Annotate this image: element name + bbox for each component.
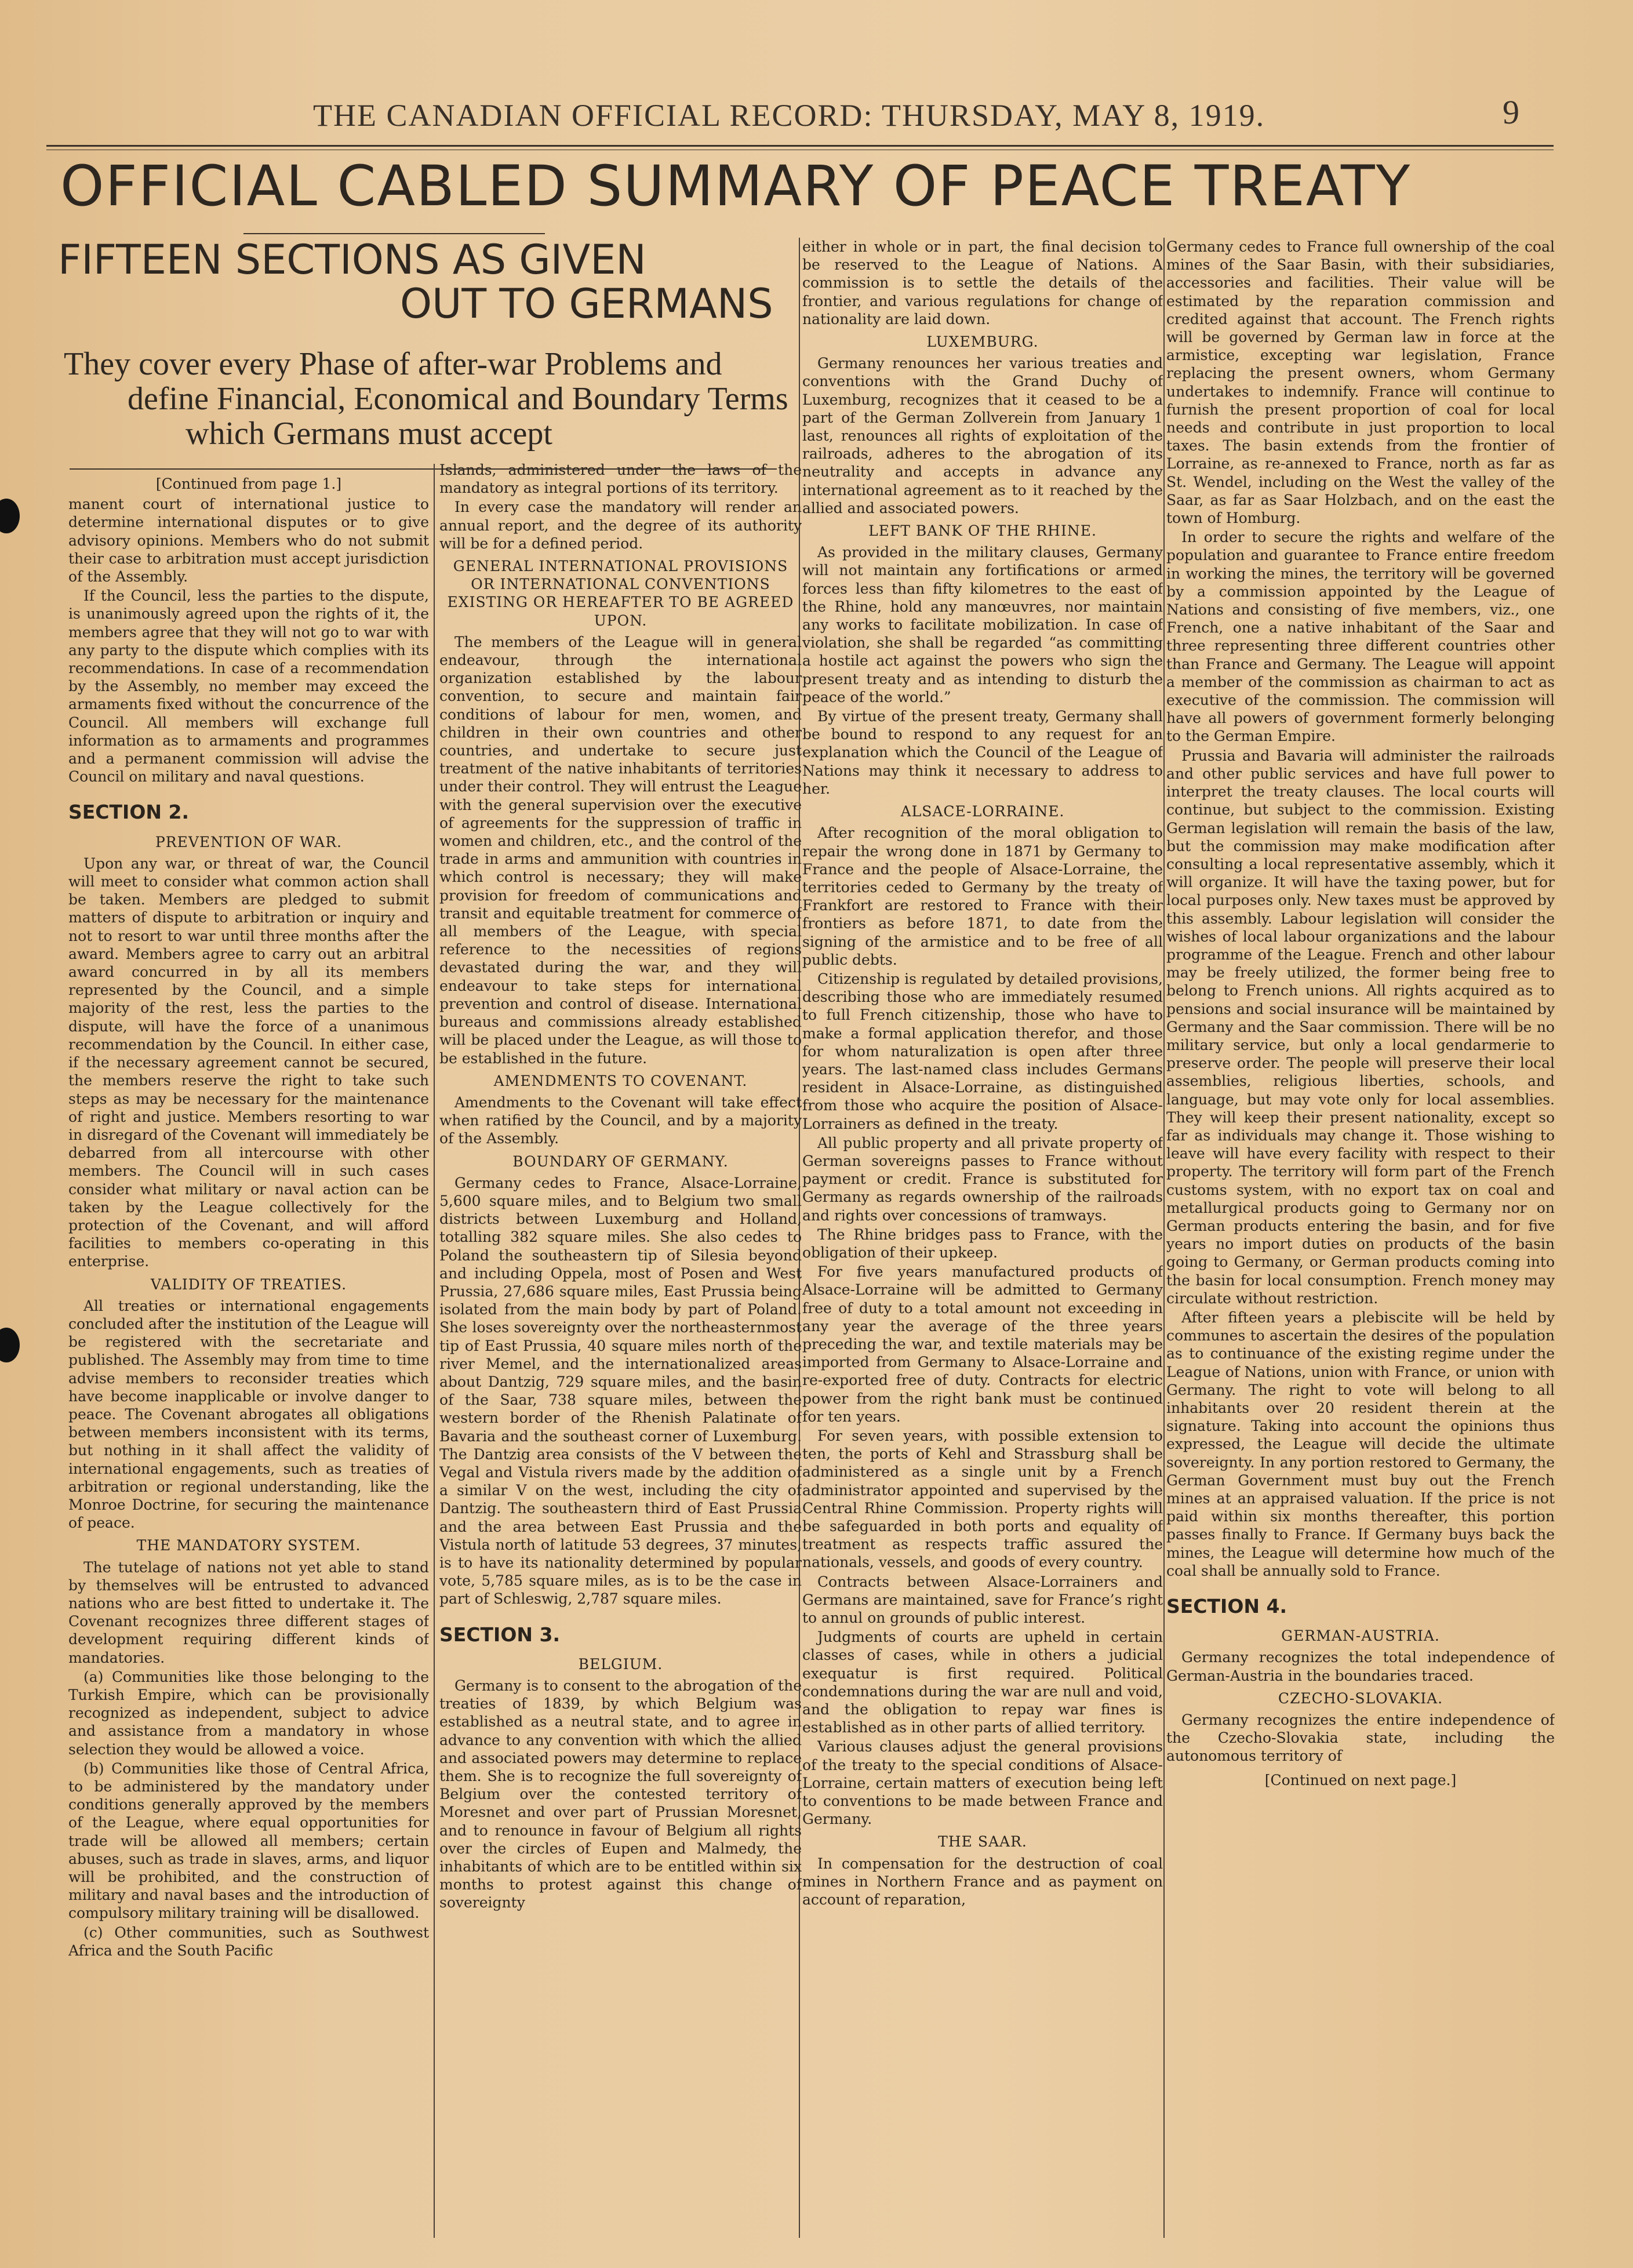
paragraph: Germany cedes to France, Alsace-Lorraine, 5,600 square miles, and to Belgium two small districts between Luxemburg and Holland, totalling 382 square miles. She also cedes to Poland the southeastern tip of Silesia beyond and including Oppela, most of Posen and West Prussia, 27,686 square miles, East Prussia being isolated from the main body by part of Poland. She loses sovereignty over the northeasternmost tip of East Prussia, 40 square miles north of the river Memel, and the internationalized areas about Dantzig, 729 square miles, and the basin of the Saar, 738 square miles, between the western border of the Rhenish Palatinate of Bavaria and the southeast corner of Luxemburg. The Dantzig area consists of the V between the Vegal and Vistula rivers made by the addition of a similar V on the west, including the city of Dantzig. The southeastern third of East Prussia and the area between East Prussia and the Vistula north of latitude 53 degrees, 37 minutes, is to have its nationality determined by popular vote, 5,785 square miles, as is to be the case in part of Schleswig, 2,787 square miles.	[439, 1174, 802, 1608]
subsection-heading: GENERAL INTERNATIONAL PROVISIONS OR INTERNATIONAL CONVENTIONS EXISTING OR HEREAFTER TO BE AGREED UPON.	[447, 558, 794, 629]
page-number: 9	[1503, 93, 1519, 131]
column-3	[802, 238, 1163, 2244]
subsection-heading: VALIDITY OF TREATIES.	[150, 1275, 347, 1293]
paragraph: (b) Communities like those of Central Africa, to be administered by the mandatory under conditions generally approved by the members of the League, where equal opportunities for trade will be allowed all members; certain abuses, such as trade in slaves, arms, and liquor will be prohibited, and the construction of military and naval bases and the introduction of compulsory military training will be disallowed.	[68, 1760, 429, 1922]
paragraph: (c) Other communities, such as Southwest Africa and the South Pacific	[68, 1924, 429, 1959]
deck-line3: which Germans must accept	[186, 416, 552, 452]
paragraph: In every case the mandatory will render an annual report, and the degree of its authority will be for a defined period.	[439, 499, 802, 552]
subsection-heading: LUXEMBURG.	[926, 333, 1039, 351]
paragraph: By virtue of the present treaty, Germany shall be bound to respond to any request for an explanation which the Council of the League of Nations may think it necessary to address to her.	[802, 708, 1163, 797]
subsection-heading: LEFT BANK OF THE RHINE.	[868, 522, 1097, 540]
paragraph: Various clauses adjust the general provisions of the treaty to the special conditions of Alsace-Lorraine, certain matters of execution being left to conventions to be made between France and Germany.	[802, 1738, 1163, 1828]
deck-line2: define Financial, Economical and Boundary Terms	[128, 381, 788, 417]
paragraph: Germany renounces her various treaties and conventions with the Grand Duchy of Luxemburg, recognizes that it ceased to be a part of the German Zollverein from January 1 last, renounces all rights of exploitation of the railroads, adheres to the abrogation of its neutrality and accepts in advance any international agreement as to it reached by the allied and associated powers.	[802, 355, 1163, 517]
continued-note: [Continued from page 1.]	[155, 475, 342, 492]
subsection-heading: AMENDMENTS TO COVENANT.	[493, 1072, 748, 1089]
header-rule	[46, 145, 1554, 147]
paragraph: Germany recognizes the total independence of German-Austria in the boundaries traced.	[1166, 1649, 1555, 1684]
column-rule	[1163, 238, 1165, 2238]
paragraph: either in whole or in part, the final decision to be reserved to the League of Nations. A commission is to settle the details of the frontier, and various regulations for change of nationality are laid down.	[802, 238, 1163, 328]
paragraph: All public property and all private property of German sovereigns passes to France without payment or credit. France is substituted for Germany as regards ownership of the railroads and rights over concessions of tramways.	[802, 1134, 1163, 1224]
deck	[64, 347, 788, 451]
section-heading: SECTION 2.	[68, 801, 189, 824]
subheadline-line1: FIFTEEN SECTIONS AS GIVEN	[58, 236, 646, 284]
paragraph: As provided in the military clauses, Germany will not maintain any fortifications or armed forces less than fifty kilometres to the east of the Rhine, hold any manœuvres, nor maintain any works to facilitate mobilization. In case of violation, she shall be regarded “as committing a hostile act against the powers who sign the present treaty and as intending to disturb the peace of the world.”	[802, 544, 1163, 706]
paragraph: Islands, administered under the laws of the mandatory as integral portions of its territory.	[439, 461, 802, 497]
main-headline: OFFICIAL CABLED SUMMARY OF PEACE TREATY	[60, 154, 1412, 219]
subsection-heading: BOUNDARY OF GERMANY.	[512, 1153, 729, 1170]
subsection-heading: BELGIUM.	[578, 1655, 663, 1673]
section-heading: SECTION 3.	[439, 1623, 560, 1646]
paragraph: Germany cedes to France full ownership of the coal mines of the Saar Basin, with their subsidiaries, accessories and facilities. Their value will be estimated by the reparation commission and credited against that account. The French rights will be governed by German law in force at the armistice, excepting war legislation, France replacing the present owners, whom Germany undertakes to indemnify. France will continue to furnish the present proportion of coal for local needs and contribute in just proportion to local taxes. The basin extends from the frontier of Lorraine, as re-annexed to France, north as far as St. Wendel, including on the West the valley of the Saar, as far as Saar Holzbach, and on the east the town of Homburg.	[1166, 238, 1555, 527]
subsection-heading: ALSACE-LORRAINE.	[900, 803, 1065, 820]
paragraph: All treaties or international engagements concluded after the institution of the League will be registered with the secretariate and published. The Assembly may from time to time advise members to reconsider treaties which have become inapplicable or involve danger to peace. The Covenant abrogates all obligations between members inconsistent with its terms, but nothing in it shall affect the validity of international engagements, such as treaties of arbitration or regional understanding, like the Monroe Doctrine, for securing the maintenance of peace.	[68, 1297, 429, 1532]
punch-hole	[0, 1328, 20, 1362]
paragraph: If the Council, less the parties to the dispute, is unanimously agreed upon the rights of it, the members agree that they will not go to war with any party to the dispute which complies with its recommendations. In case of a recommendation by the Assembly, no member may exceed the armaments fixed without the concurrence of the Council. All members will exchange full information as to armaments and programmes and a permanent commission will advise the Council on military and naval questions.	[68, 587, 429, 786]
punch-hole	[0, 499, 20, 533]
paragraph: Upon any war, or threat of war, the Council will meet to consider what common action shall be taken. Members are pledged to submit matters of dispute to arbitration or inquiry and not to resort to war until three months after the award. Members agree to carry out an arbitral award concurred in by all its members represented by the Council, and a simple majority of the rest, less the parties to the dispute, will have the force of a unanimous recommendation by the Council. In either case, if the necessary agreement cannot be secured, the members reserve the right to take such steps as may be necessary for the maintenance of right and justice. Members resorting to war in disregard of the Covenant will immediately be debarred from all intercourse with other members. The Council will in such cases consider what military or naval action can be taken by the League collectively for the protection of the Covenant, and will afford facilities to members co-operating in this enterprise.	[68, 855, 429, 1270]
paragraph: For seven years, with possible extension to ten, the ports of Kehl and Strassburg shall be administered as a single unit by a French administrator appointed and supervised by the Central Rhine Commission. Property rights will be safeguarded in both ports and equality of treatment as respects traffic assured the nationals, vessels, and goods of every country.	[802, 1427, 1163, 1571]
subsection-heading: THE MANDATORY SYSTEM.	[136, 1537, 361, 1554]
paragraph: (a) Communities like those belonging to the Turkish Empire, which can be provisionally recognized as independent, subject to advice and assistance from a mandatory in whose selection they would be allowed a voice.	[68, 1668, 429, 1758]
subheadline-line2: OUT TO GERMANS	[400, 280, 773, 328]
continued-note: [Continued on next page.]	[1264, 1771, 1457, 1789]
column-4	[1166, 238, 1555, 2244]
column-1	[68, 472, 429, 2241]
subsection-heading: GERMAN-AUSTRIA.	[1281, 1627, 1440, 1645]
running-title: THE CANADIAN OFFICIAL RECORD: THURSDAY, MAY 8, 1919.	[313, 98, 1265, 133]
paragraph: manent court of international justice to determine international disputes or to give advisory opinions. Members who do not submit their case to arbitration must accept jurisdiction of the Assembly.	[68, 496, 429, 586]
subsection-heading: CZECHO-SLOVAKIA.	[1278, 1689, 1443, 1707]
paragraph: The tutelage of nations not yet able to stand by themselves will be entrusted to advanced nations who are best fitted to undertake it. The Covenant recognizes three different stages of development requiring different kinds of mandatories.	[68, 1558, 429, 1666]
paragraph: Citizenship is regulated by detailed provisions, describing those who are immediately resumed to full French citizenship, those who have to make a formal application therefor, and those for whom naturalization is open after three years. The last-named class includes Germans resident in Alsace-Lorraine, as distinguished from those who acquire the position of Alsace-Lorrainers as defined in the treaty.	[802, 970, 1163, 1132]
paragraph: Germany recognizes the entire independence of the Czecho-Slovakia state, including the autonomous territory of	[1166, 1711, 1555, 1765]
paragraph: Germany is to consent to the abrogation of the treaties of 1839, by which Belgium was established as a neutral state, and to agree in advance to any convention with which the allied and associated powers may determine to replace them. She is to recognize the full sovereignty of Belgium over the contested territory of Moresnet and over part of Prussian Moresnet, and to renounce in favour of Belgium all rights over the circles of Eupen and Malmedy, the inhabitants of which are to be entitled within six months to protest against this change of sovereignty	[439, 1677, 802, 1911]
subheadline	[58, 238, 783, 326]
paragraph: Judgments of courts are upheld in certain classes of cases, while in others a judicial exequatur is first required. Political condemnations during the war are null and void, and the obligation to repay war fines is established as in other parts of allied territory.	[802, 1629, 1163, 1736]
paragraph: The Rhine bridges pass to France, with the obligation of their upkeep.	[802, 1226, 1163, 1261]
paragraph: The members of the League will in general endeavour, through the international organization established by the labour convention, to secure and maintain fair conditions of labour for men, women, and children in their own countries and other countries, and undertake to secure just treatment of the native inhabitants of territories under their control. They will entrust the League with the general supervision over the executive of agreements for the suppression of traffic in women and children, etc., and the control of the trade in arms and ammunition with countries in which control is necessary; they will make provision for freedom of communications and transit and equitable treatment for commerce of all members of the League, with special reference to the necessities of regions devastated during the war, and they will endeavour to take steps for international prevention and control of disease. International bureaus and commissions already established will be placed under the League, as will those to be established in the future.	[439, 633, 802, 1067]
deck-line1: They cover every Phase of after-war Problems and	[64, 346, 722, 382]
column-2	[439, 461, 802, 2241]
paragraph: In order to secure the rights and welfare of the population and guarantee to France entire freedom in working the mines, the territory will be governed by a commission appointed by the League of Nations and consisting of five members, viz., one French, one a native inhabitant of the Saar and three representing three different countries other than France and Germany. The League will appoint a member of the commission as chairman to act as executive of the commission. The commission will have all powers of government formerly belonging to the German Empire.	[1166, 529, 1555, 745]
paragraph: Contracts between Alsace-Lorrainers and Germans are maintained, save for France’s right to annul on grounds of public interest.	[802, 1573, 1163, 1627]
paragraph: In compensation for the destruction of coal mines in Northern France and as payment on account of reparation,	[802, 1855, 1163, 1909]
column-rule	[434, 464, 435, 2238]
paragraph: After recognition of the moral obligation to repair the wrong done in 1871 by Germany to France and the people of Alsace-Lorraine, the territories ceded to Germany by the treaty of Frankfort are restored to France with their frontiers as before 1871, to date from the signing of the armistice and to be free of all public debts.	[802, 824, 1163, 968]
subsection-heading: THE SAAR.	[938, 1833, 1027, 1851]
headline-divider	[243, 233, 545, 234]
section-heading: SECTION 4.	[1166, 1595, 1287, 1618]
subsection-heading: PREVENTION OF WAR.	[155, 833, 342, 850]
paragraph: Prussia and Bavaria will administer the railroads and other public services and have full power to interpret the treaty clauses. The local courts will continue, but subject to the commission. Existing German legislation will remain the basis of the law, but the commission may make modification after consulting a local representative assembly, which it will organize. It will have the taxing power, but for local purposes only. New taxes must be approved by this assembly. Labour legislation will consider the wishes of local labour organizations and the labour programme of the League. French and other labour may be freely utilized, the former being free to belong to French unions. All rights acquired as to pensions and social insurance will be maintained by Germany and the Saar commission. There will be no military service, but only a local gendarmerie to preserve order. The people will preserve their local assemblies, religious liberties, schools, and language, but may vote only for local assemblies. They will keep their present nationality, except so far as individuals may change it. Those wishing to leave will have every facility with respect to their property. The territory will form part of the French customs system, with no export tax on coal and metallurgical products going to Germany nor on German products entering the basin, and for five years no import duties on products of the basin going to Germany, or German products coming into the basin for local consumption. French money may circulate without restriction.	[1166, 747, 1555, 1307]
paragraph: After fifteen years a plebiscite will be held by communes to ascertain the desires of the population as to continuance of the existing regime under the League of Nations, union with France, or union with Germany. The right to vote will belong to all inhabitants over 20 resident therein at the signature. Taking into account the opinions thus expressed, the League will decide the ultimate sovereignty. In any portion restored to Germany, the German Government must buy out the French mines at an appraised valuation. If the price is not paid within six months thereafter, this portion passes finally to France. If Germany buys back the mines, the League will determine how much of the coal shall be annually sold to France.	[1166, 1309, 1555, 1579]
paragraph: Amendments to the Covenant will take effect when ratified by the Council, and by a majority of the Assembly.	[439, 1093, 802, 1147]
paragraph: For five years manufactured products of Alsace-Lorraine will be admitted to Germany free of duty to a total amount not exceeding in any year the average of the three years preceding the war, and textile materials may be imported from Germany to Alsace-Lorraine and re-exported free of duty. Contracts for electric power from the right bank must be continued for ten years.	[802, 1263, 1163, 1425]
